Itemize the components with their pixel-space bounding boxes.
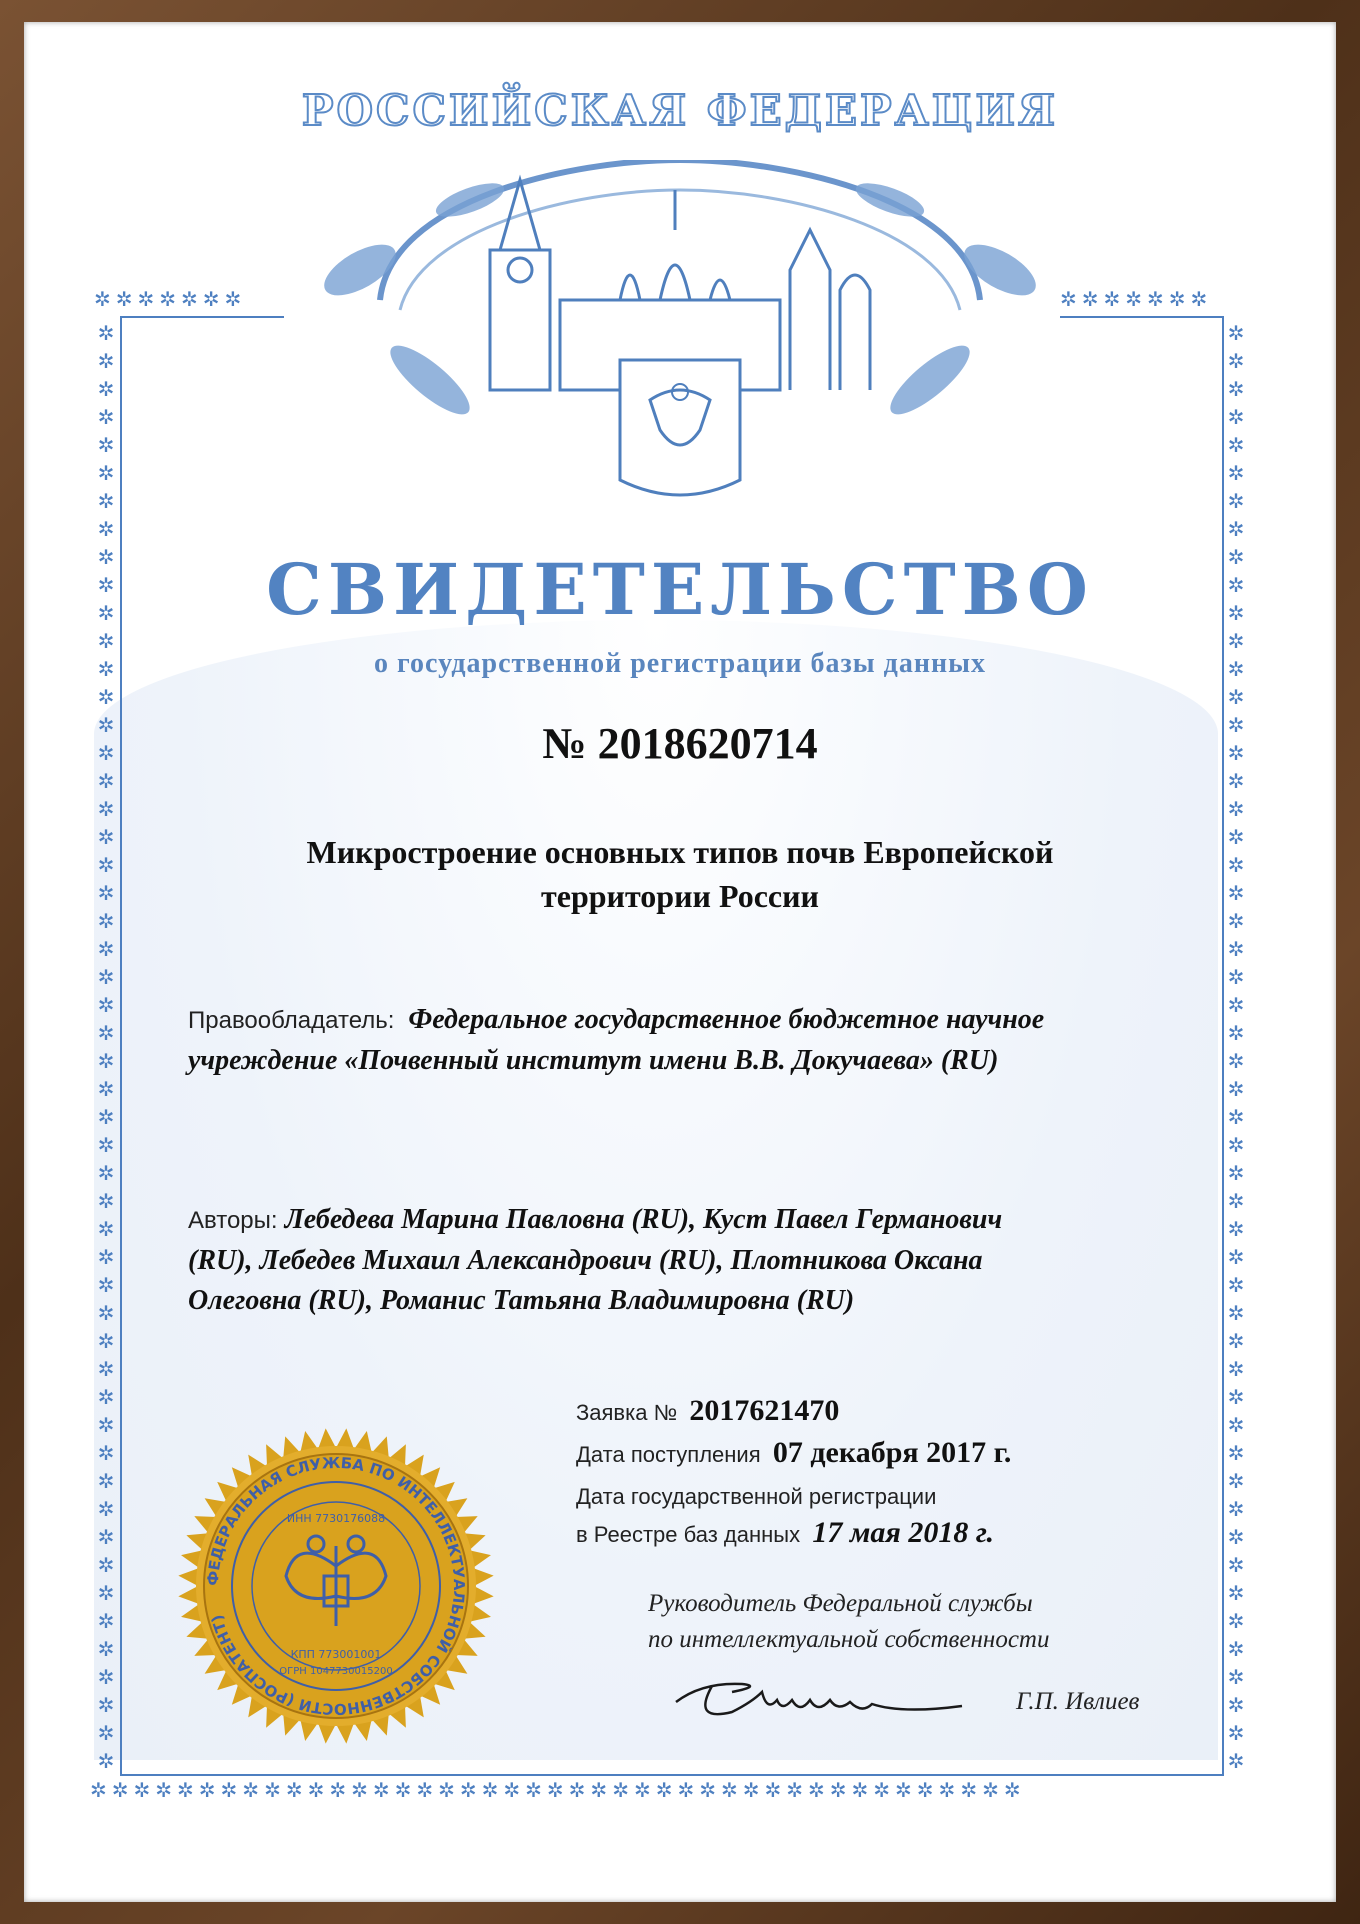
registration-label: Дата государственной регистрации xyxy=(576,1484,937,1509)
border-rule xyxy=(120,316,284,318)
application-number-row xyxy=(576,1394,839,1428)
kremlin-emblem-icon xyxy=(320,160,1040,510)
border-stars-right: ✲ ✲ ✲ ✲ ✲ ✲ ✲ ✲ ✲ ✲ ✲ ✲ ✲ ✲ ✲ ✲ ✲ ✲ ✲ ✲ ✲ ✲ ✲ ✲ ✲ ✲ ✲ ✲ ✲ ✲ ✲ ✲ ✲ ✲ ✲ ✲ ✲ ✲ ✲ ✲ ✲ ✲ ✲ ✲ ✲ ✲ ✲ ✲ ✲ ✲ ✲ ✲ xyxy=(1227,323,1245,1773)
authors-value: Олеговна (RU), Романис Татьяна Владимировна (RU) xyxy=(188,1285,855,1316)
database-title-line: Микростроение основных типов почв Европейской xyxy=(306,834,1054,870)
border-stars-top-left: ✲✲✲✲✲✲✲ xyxy=(94,289,247,311)
registration-date: 17 мая 2018 г. xyxy=(812,1516,995,1549)
official-position-line: Руководитель Федеральной службы xyxy=(648,1590,1033,1617)
authors-label: Авторы: xyxy=(188,1207,278,1234)
received-label: Дата поступления xyxy=(576,1442,761,1467)
application-label: Заявка № xyxy=(576,1400,678,1425)
border-stars-bottom: ✲✲✲✲✲✲✲✲✲✲✲✲✲✲✲✲✲✲✲✲✲✲✲✲✲✲✲✲✲✲✲✲✲✲✲✲✲✲✲✲✲✲✲ xyxy=(90,1780,1026,1802)
seal-inn: ИНН 7730176088 xyxy=(286,1512,386,1525)
rights-holder-value: Федеральное государственное бюджетное научное xyxy=(408,1004,1045,1035)
rights-holder xyxy=(188,1000,1168,1081)
rights-holder-value: учреждение «Почвенный институт имени В.В. Докучаева» (RU) xyxy=(188,1045,999,1076)
seal-outer-text: ФЕДЕРАЛЬНАЯ СЛУЖБА ПО ИНТЕЛЛЕКТУАЛЬНОЙ СОБСТВЕННОСТИ (РОСПАТЕНТ) xyxy=(203,1453,469,1719)
registration-date-row xyxy=(576,1516,994,1550)
border-stars-top-right: ✲✲✲✲✲✲✲ xyxy=(1060,289,1213,311)
registration-label: в Реестре баз данных xyxy=(576,1522,801,1547)
gold-seal-icon xyxy=(176,1426,496,1746)
border-rule xyxy=(1222,316,1224,1774)
received-date: 07 декабря 2017 г. xyxy=(772,1436,1012,1469)
database-title xyxy=(200,830,1160,918)
authors-value: (RU), Лебедев Михаил Александрович (RU), Плотникова Оксана xyxy=(188,1245,983,1276)
database-title-line: территории России xyxy=(541,878,819,914)
application-number: 2017621470 xyxy=(689,1394,840,1427)
seal-ogrn: ОГРН 1047730015200 xyxy=(279,1666,393,1677)
official-name: Г.П. Ивлиев xyxy=(1016,1688,1140,1715)
rights-holder-label: Правообладатель: xyxy=(188,1007,395,1034)
certificate-title: СВИДЕТЕЛЬСТВО xyxy=(266,548,1094,631)
border-rule xyxy=(120,1774,1224,1776)
country-heading: РОССИЙСКАЯ ФЕДЕРАЦИЯ xyxy=(301,86,1059,135)
border-stars-left: ✲ ✲ ✲ ✲ ✲ ✲ ✲ ✲ ✲ ✲ ✲ ✲ ✲ ✲ ✲ ✲ ✲ ✲ ✲ ✲ ✲ ✲ ✲ ✲ ✲ ✲ ✲ ✲ ✲ ✲ ✲ ✲ ✲ ✲ ✲ ✲ ✲ ✲ ✲ ✲ ✲ ✲ ✲ ✲ ✲ ✲ ✲ ✲ ✲ ✲ ✲ ✲ xyxy=(97,323,115,1773)
official-position xyxy=(648,1586,1049,1658)
border-rule xyxy=(1060,316,1224,318)
official-position-line: по интеллектуальной собственности xyxy=(648,1626,1050,1653)
certificate-subtitle: о государственной регистрации базы данных xyxy=(374,648,986,679)
received-date-row xyxy=(576,1436,1011,1470)
handwritten-signature xyxy=(672,1672,972,1732)
authors-value: Лебедева Марина Павловна (RU), Куст Павел Германович xyxy=(284,1204,1003,1235)
authors xyxy=(188,1200,1168,1321)
registration-label-row xyxy=(576,1484,936,1510)
certificate-number: № 2018620714 xyxy=(542,719,818,768)
seal-kpp: КПП 773001001 xyxy=(290,1648,382,1661)
border-rule xyxy=(120,316,122,1774)
